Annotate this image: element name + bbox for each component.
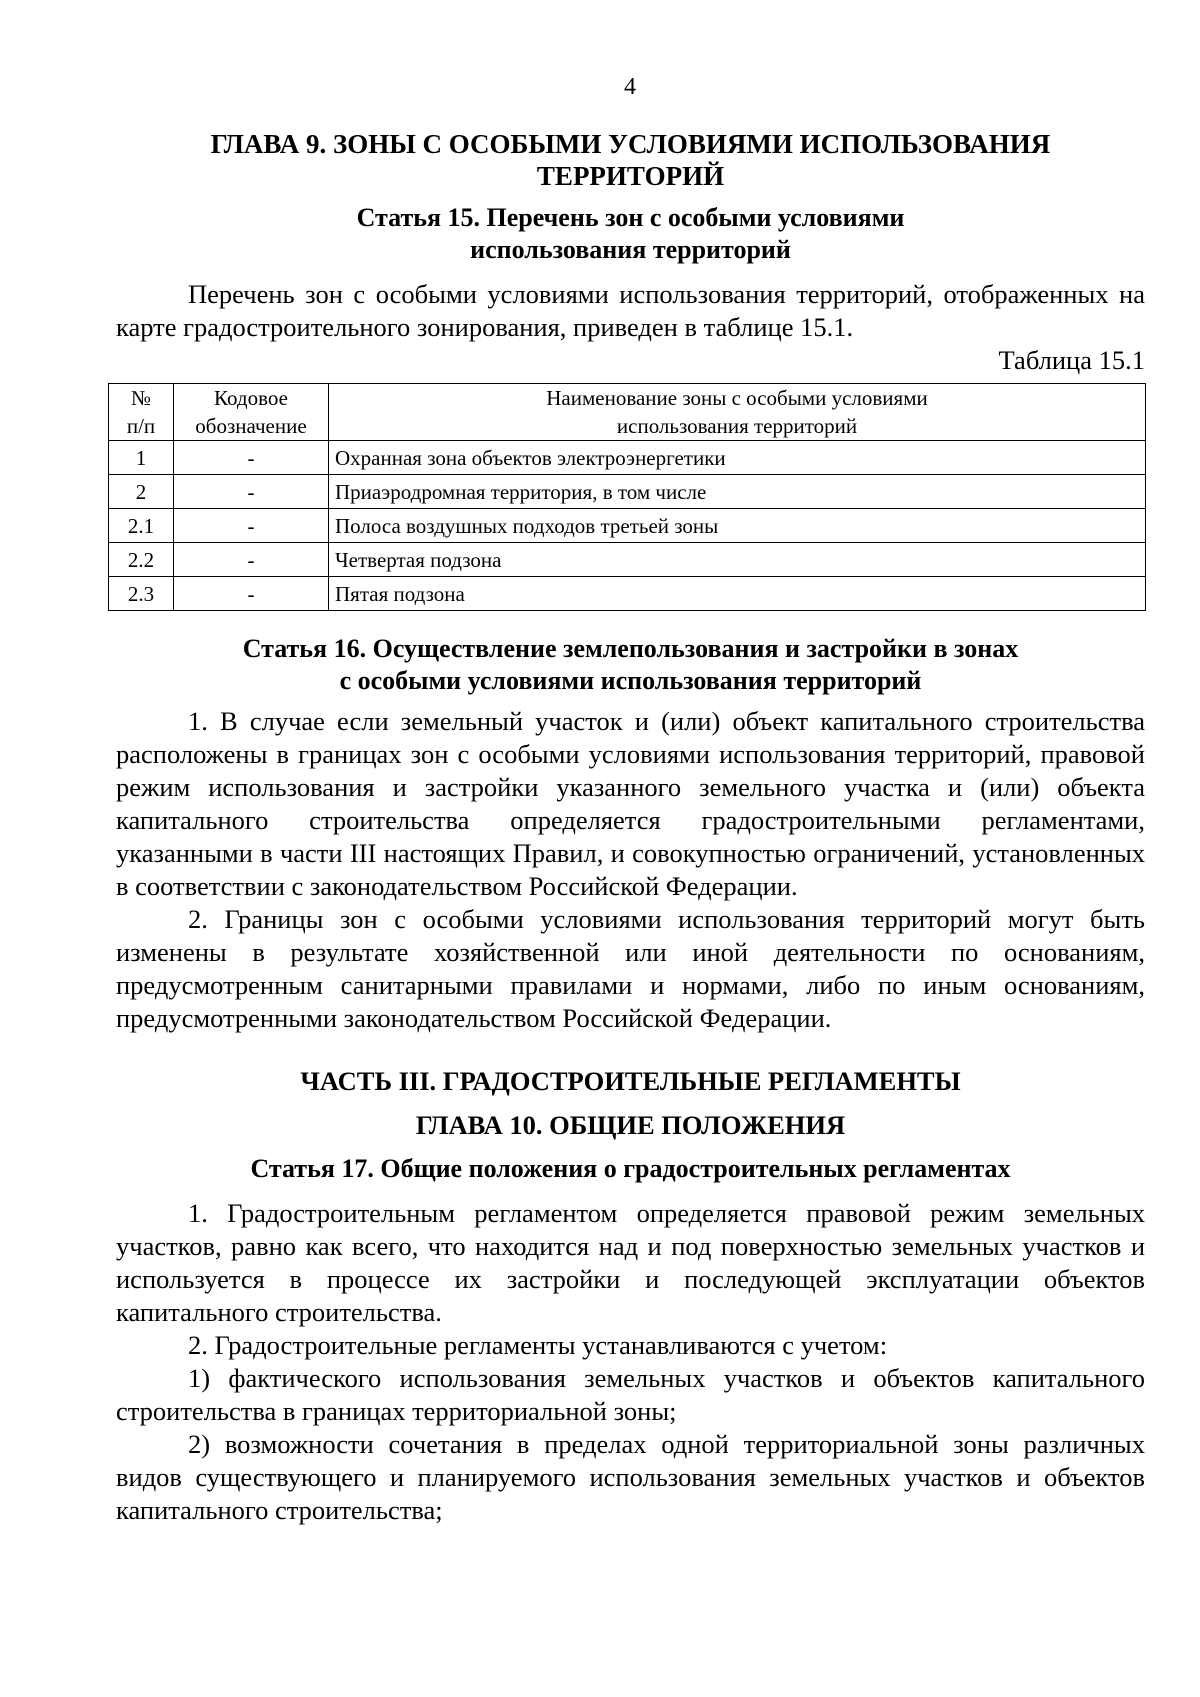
row-code: - [174, 577, 329, 611]
row-code: - [174, 441, 329, 475]
article-15-title-line1: Статья 15. Перечень зон с особыми условиями [356, 203, 905, 232]
part-3-title: ЧАСТЬ III. ГРАДОСТРОИТЕЛЬНЫЕ РЕГЛАМЕНТЫ [300, 1066, 961, 1096]
row-num: 2 [109, 475, 174, 509]
row-code: - [174, 543, 329, 577]
page-number: 4 [624, 74, 636, 100]
row-name: Четвертая подзона [329, 543, 1146, 577]
chapter-9-title-line2: ТЕРРИТОРИЙ [536, 161, 725, 191]
row-code: - [174, 475, 329, 509]
row-name: Охранная зона объектов электроэнергетики [329, 441, 1146, 475]
article-17-title: Статья 17. Общие положения о градостроительных регламентах [250, 1154, 1011, 1183]
chapter-9-title [116, 128, 1145, 192]
row-code: - [174, 509, 329, 543]
row-name: Приаэродромная территория, в том числе [329, 475, 1146, 509]
article-16-title-line2: с особыми условиями использования территорий [339, 666, 922, 695]
header-num: № п/п [109, 384, 174, 441]
chapter-10-title: ГЛАВА 10. ОБЩИЕ ПОЛОЖЕНИЯ [415, 1110, 846, 1140]
zones-table [108, 383, 1146, 611]
article-15-title-line2: использования территорий [470, 235, 791, 264]
table-header-row [109, 384, 1146, 441]
table-row [109, 441, 1146, 475]
row-num: 2.2 [109, 543, 174, 577]
table-row [109, 509, 1146, 543]
article-16-paragraph-2: 2. Границы зон с особыми условиями использования территорий могут быть изменены в результате хозяйственной или иной деятельности по основаниям, предусмотренным санитарными правилами и нормами, либо по иным основаниям, предусмотренными законодательством Российской Федерации. [116, 904, 1145, 1033]
header-code: Кодовое обозначение [174, 384, 329, 441]
row-num: 2.3 [109, 577, 174, 611]
row-name: Полоса воздушных подходов третьей зоны [329, 509, 1146, 543]
table-caption: Таблица 15.1 [998, 345, 1145, 375]
article-16-paragraph-1: 1. В случае если земельный участок и (или) объект капитального строительства расположены в границах зон с особыми условиями использования территорий, правовой режим использования и застройки указанного земельного участка и (или) объекта капитального строительства определяется градостроительными регламентами, указанными в части III настоящих Правил, и совокупностью ограничений, установленных в соответствии с законодательством Российской Федерации. [116, 706, 1145, 901]
article-17-item-1: 1) фактического использования земельных участков и объектов капитального строительства в границах территориальной зоны; [116, 1363, 1145, 1426]
row-num: 1 [109, 441, 174, 475]
row-name: Пятая подзона [329, 577, 1146, 611]
article-16-title [116, 633, 1145, 697]
article-17-paragraph-2: 2. Градостроительные регламенты устанавливаются с учетом: [188, 1330, 888, 1360]
table-row [109, 475, 1146, 509]
table-row [109, 577, 1146, 611]
article-16-title-line1: Статья 16. Осуществление землепользования и застройки в зонах [242, 634, 1019, 663]
header-name: Наименование зоны с особыми условиями использования территорий [329, 384, 1146, 441]
article-17-paragraph-1: 1. Градостроительным регламентом определяется правовой режим земельных участков, равно как всего, что находится над и под поверхностью земельных участков и используется в процессе их застройки и последующей эксплуатации объектов капитального строительства. [116, 1198, 1145, 1327]
row-num: 2.1 [109, 509, 174, 543]
article-15-title [116, 202, 1145, 266]
page-content [116, 128, 1145, 1527]
table-row [109, 543, 1146, 577]
article-17-item-2: 2) возможности сочетания в пределах одной территориальной зоны различных видов существующего и планируемого использования земельных участков и объектов капитального строительства; [116, 1429, 1145, 1525]
article-15-intro: Перечень зон с особыми условиями использования территорий, отображенных на карте градостроительного зонирования, приведен в таблице 15.1. [116, 279, 1145, 342]
chapter-9-title-line1: ГЛАВА 9. ЗОНЫ С ОСОБЫМИ УСЛОВИЯМИ ИСПОЛЬЗОВАНИЯ [210, 129, 1051, 159]
